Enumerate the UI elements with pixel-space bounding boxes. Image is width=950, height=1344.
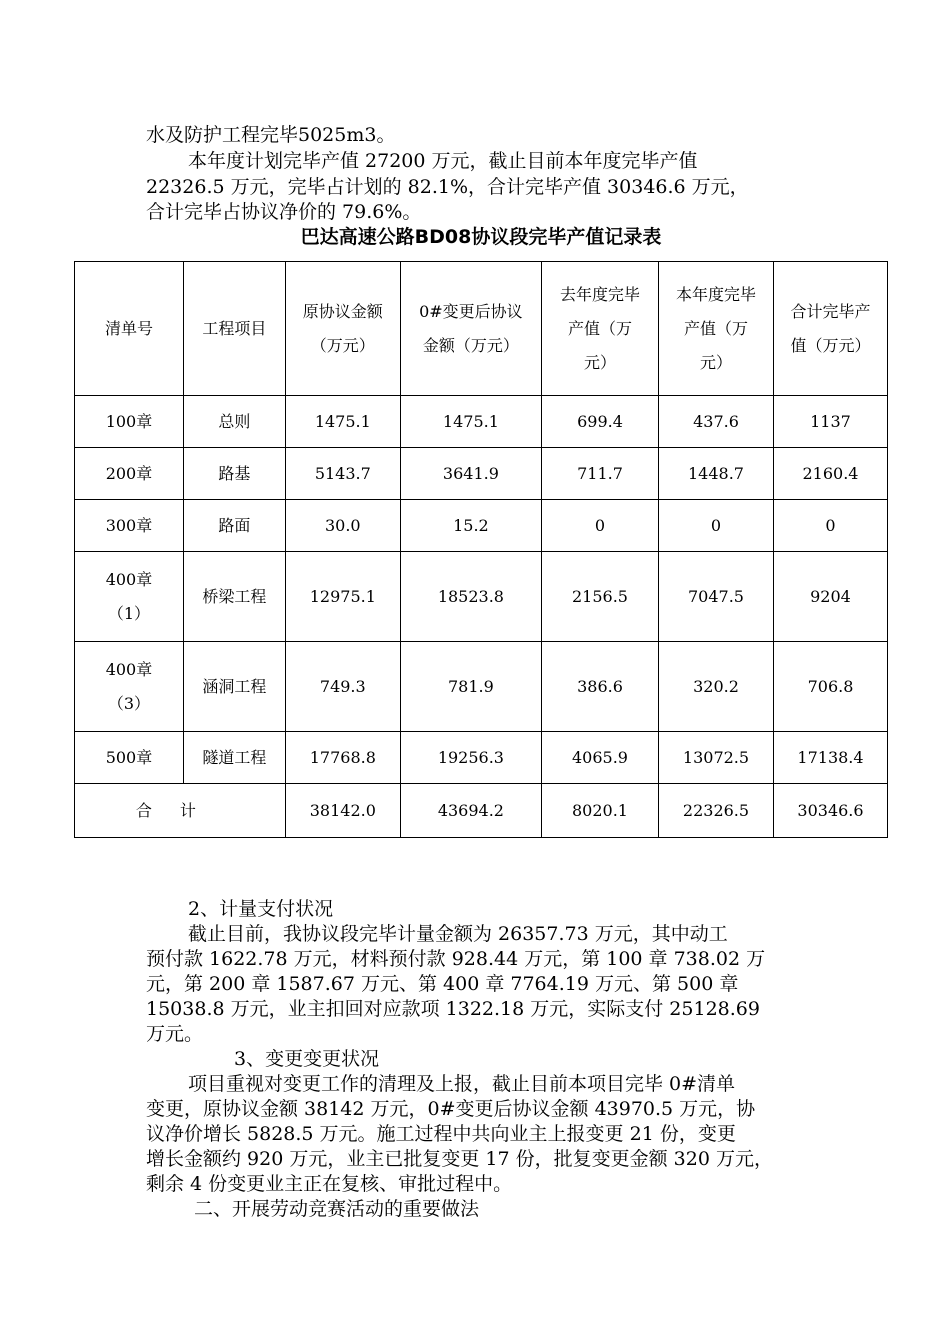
cell-orig: 5143.7 <box>285 448 400 500</box>
section3-line-2: 变更，原协议金额 38142 万元，0#变更后协议金额 43970.5 万元，协 <box>146 1098 756 1120</box>
cell-last-year: 0 <box>542 500 659 552</box>
intro-line-4: 合计完毕占协议净价的 79.6%。 <box>146 201 422 223</box>
cell-total: 9204 <box>773 552 887 642</box>
cell-item: 总则 <box>183 396 285 448</box>
cell-code: 300章 <box>75 500 184 552</box>
cell-total: 0 <box>773 500 887 552</box>
header-this-year: 本年度完毕 产值（万 元） <box>659 262 774 396</box>
section2-line-4: 15038.8 万元，业主扣回对应款项 1322.18 万元，实际支付 25128.69 <box>146 998 760 1020</box>
section3-heading: 3、变更变更状况 <box>234 1048 380 1070</box>
cell-last-year: 8020.1 <box>542 784 659 838</box>
cell-orig: 749.3 <box>285 642 400 732</box>
cell-total: 2160.4 <box>773 448 887 500</box>
section3-line-5: 剩余 4 份变更业主正在复核、审批过程中。 <box>146 1173 513 1195</box>
section3-line-3: 议净价增长 5828.5 万元。施工过程中共向业主上报变更 21 份，变更 <box>146 1123 736 1145</box>
cell-changed: 15.2 <box>400 500 541 552</box>
section2-heading: 2、计量支付状况 <box>188 898 334 920</box>
cell-item: 涵洞工程 <box>183 642 285 732</box>
header-last-year: 去年度完毕 产值（万 元） <box>542 262 659 396</box>
cell-code: 500章 <box>75 732 184 784</box>
cell-this-year: 7047.5 <box>659 552 774 642</box>
cell-this-year: 320.2 <box>659 642 774 732</box>
cell-last-year: 2156.5 <box>542 552 659 642</box>
cell-orig: 30.0 <box>285 500 400 552</box>
section2-line-2: 预付款 1622.78 万元，材料预付款 928.44 万元，第 100 章 738.02 万 <box>146 948 766 970</box>
table-title: 巴达高速公路BD08协议段完毕产值记录表 <box>300 226 662 248</box>
cell-code: 400章 （1） <box>75 552 184 642</box>
cell-total: 17138.4 <box>773 732 887 784</box>
table-total-row <box>75 784 888 838</box>
output-value-table <box>74 261 888 838</box>
section4-heading: 二、开展劳动竞赛活动的重要做法 <box>194 1198 480 1220</box>
cell-last-year: 4065.9 <box>542 732 659 784</box>
table-row <box>75 396 888 448</box>
section2-line-1: 截止目前，我协议段完毕计量金额为 26357.73 万元，其中动工 <box>188 923 728 945</box>
table-row <box>75 500 888 552</box>
intro-line-1: 水及防护工程完毕5025m3。 <box>146 124 396 146</box>
cell-changed: 3641.9 <box>400 448 541 500</box>
cell-this-year: 13072.5 <box>659 732 774 784</box>
cell-total: 1137 <box>773 396 887 448</box>
cell-last-year: 699.4 <box>542 396 659 448</box>
cell-this-year: 437.6 <box>659 396 774 448</box>
table-row <box>75 642 888 732</box>
cell-code: 200章 <box>75 448 184 500</box>
cell-orig: 38142.0 <box>285 784 400 838</box>
header-item: 工程项目 <box>183 262 285 396</box>
header-orig-amount: 原协议金额 （万元） <box>285 262 400 396</box>
cell-code: 100章 <box>75 396 184 448</box>
header-changed-amount: 0#变更后协议 金额（万元） <box>400 262 541 396</box>
cell-item: 路面 <box>183 500 285 552</box>
table-row <box>75 732 888 784</box>
section3-line-4: 增长金额约 920 万元，业主已批复变更 17 份，批复变更金额 320 万元， <box>146 1148 773 1170</box>
intro-line-3: 22326.5 万元，完毕占计划的 82.1%，合计完毕产值 30346.6 万元， <box>146 176 749 198</box>
cell-changed: 18523.8 <box>400 552 541 642</box>
cell-item: 路基 <box>183 448 285 500</box>
cell-this-year: 0 <box>659 500 774 552</box>
cell-total-label: 合计 <box>75 784 286 838</box>
table-row <box>75 448 888 500</box>
header-code: 清单号 <box>75 262 184 396</box>
table-header-row <box>75 262 888 396</box>
section2-line-5: 万元。 <box>146 1023 204 1045</box>
cell-orig: 12975.1 <box>285 552 400 642</box>
cell-changed: 19256.3 <box>400 732 541 784</box>
cell-orig: 17768.8 <box>285 732 400 784</box>
cell-this-year: 1448.7 <box>659 448 774 500</box>
cell-this-year: 22326.5 <box>659 784 774 838</box>
cell-total: 706.8 <box>773 642 887 732</box>
cell-changed: 1475.1 <box>400 396 541 448</box>
section2-line-3: 元，第 200 章 1587.67 万元、第 400 章 7764.19 万元、第 500 章 <box>146 973 739 995</box>
table-row <box>75 552 888 642</box>
cell-changed: 781.9 <box>400 642 541 732</box>
cell-item: 隧道工程 <box>183 732 285 784</box>
section3-line-1: 项目重视对变更工作的清理及上报，截止目前本项目完毕 0#清单 <box>188 1073 736 1095</box>
cell-code: 400章 （3） <box>75 642 184 732</box>
cell-last-year: 386.6 <box>542 642 659 732</box>
cell-last-year: 711.7 <box>542 448 659 500</box>
cell-orig: 1475.1 <box>285 396 400 448</box>
header-total: 合计完毕产 值（万元） <box>773 262 887 396</box>
cell-total: 30346.6 <box>773 784 887 838</box>
cell-item: 桥梁工程 <box>183 552 285 642</box>
intro-line-2: 本年度计划完毕产值 27200 万元，截止目前本年度完毕产值 <box>188 150 698 172</box>
cell-changed: 43694.2 <box>400 784 541 838</box>
